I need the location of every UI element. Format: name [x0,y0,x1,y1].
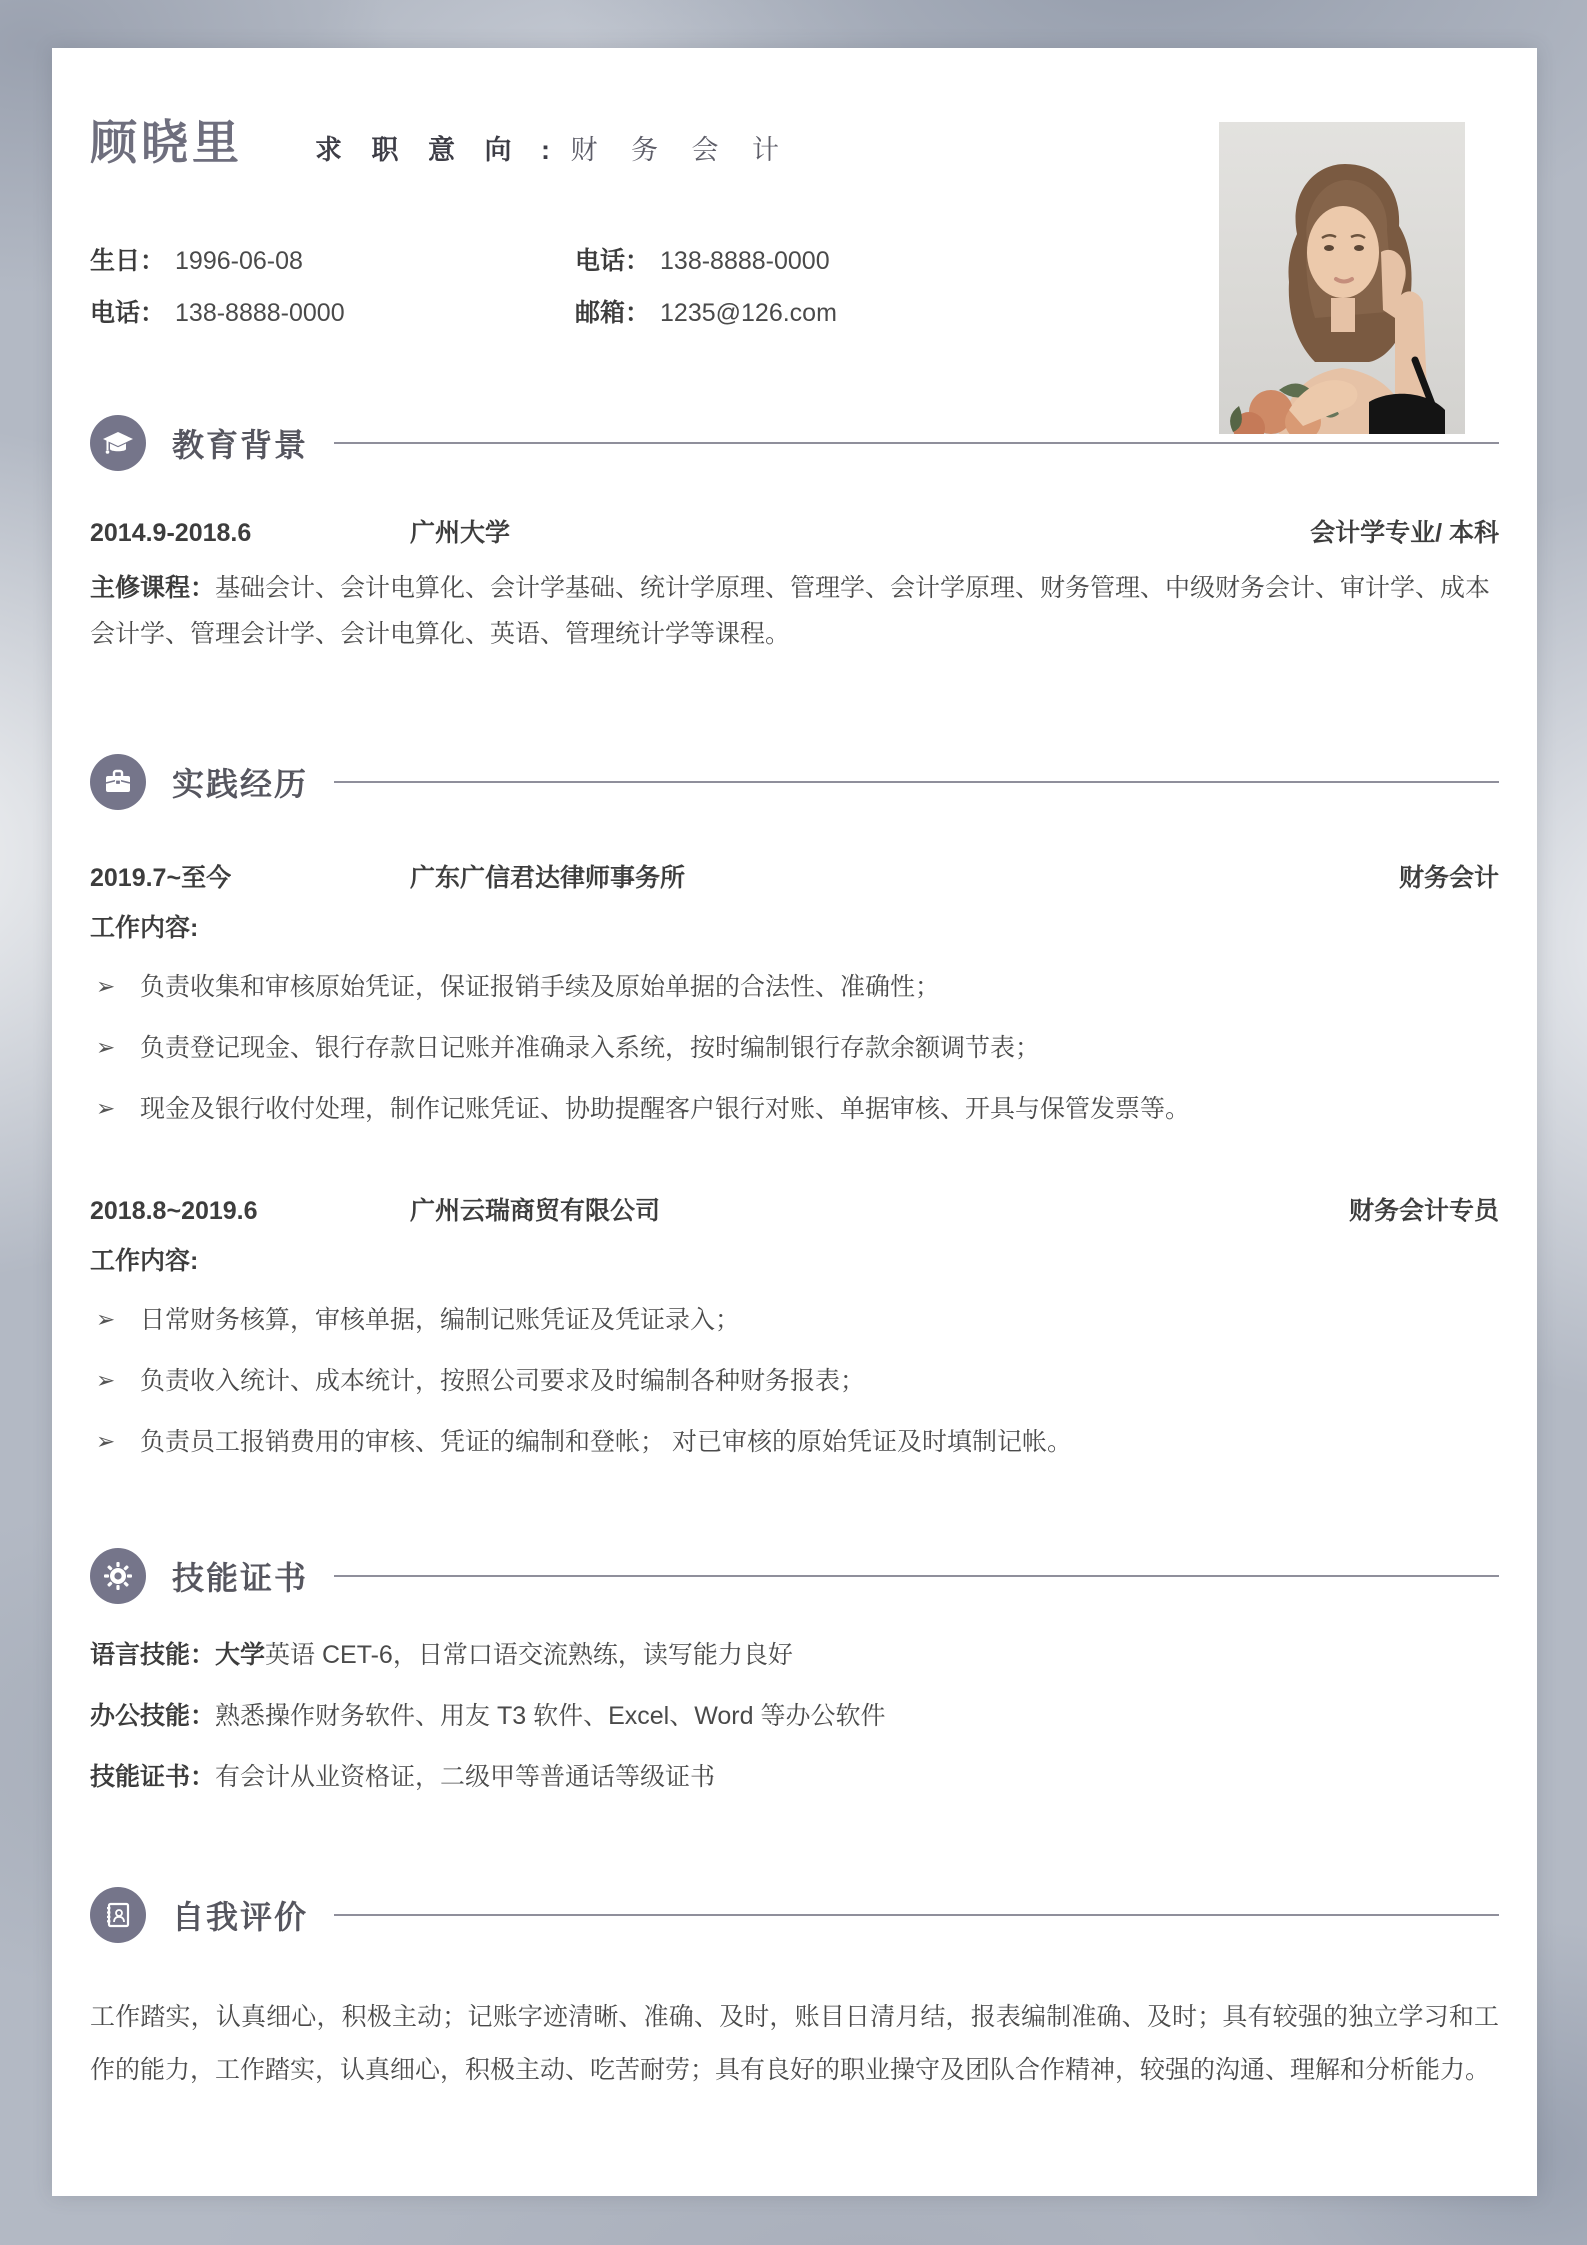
section-rule [334,781,1499,783]
job-company: 广州云瑞商贸有限公司 [410,1196,661,1225]
skill-label: 技能证书： [90,1762,216,1791]
job-intent-value: 财 务 会 计 [570,135,793,165]
candidate-name: 顾晓里 [90,116,243,169]
job-bullet [90,1031,1499,1066]
skill-text: 熟悉操作财务软件、用友 T3 软件、Excel、Word 等办公软件 [215,1701,886,1730]
education-courses [90,565,1499,658]
contact-birthday [90,241,575,277]
skill-line-certificates [90,1760,1499,1795]
job-role: 财务会计专员 [1348,1196,1499,1225]
evaluation-text: 工作踏实，认真细心，积极主动；记账字迹清晰、准确、及时，账目日清月结，报表编制准确、及时；具有较强的独立学习和工作的能力，工作踏实，认真细心，积极主动、吃苦耐劳；具有良好的职业操守及团队合作精神，较强的沟通、理解和分析能力。 [90,2002,1499,2085]
job-bullet [90,970,1499,1005]
skill-bold-prefix: 大学 [215,1640,266,1669]
arrow-bullet-icon: ➢ [96,972,116,999]
bullet-text: 日常财务核算，审核单据，编制记账凭证及凭证录入； [140,1305,741,1334]
job-bullet [90,1425,1499,1460]
skill-text: 有会计从业资格证，二级甲等普通话等级证书 [215,1762,716,1791]
education-school: 广州大学 [410,519,511,547]
portrait-illustration [1219,122,1465,434]
skill-line-language [90,1638,1499,1673]
education-period: 2014.9-2018.6 [90,519,252,547]
contact-label: 电话： [575,247,651,275]
job-bullet [90,1303,1499,1338]
section-rule [334,1914,1499,1916]
education-entry [90,513,1499,549]
job-period: 2018.8~2019.6 [90,1196,258,1225]
bullet-text: 负责收集和审核原始凭证，保证报销手续及原始单据的合法性、准确性； [140,972,941,1001]
section-evaluation-header [90,1887,1499,1943]
arrow-bullet-icon: ➢ [96,1033,116,1060]
bullet-text: 负责登记现金、银行存款日记账并准确录入系统，按时编制银行存款余额调节表； [140,1033,1041,1062]
job-period: 2019.7~至今 [90,863,232,892]
skill-text: 英语 CET-6，日常口语交流熟练，读写能力良好 [265,1640,793,1669]
job-bullet [90,1092,1499,1127]
section-title: 自我评价 [172,1898,309,1935]
education-major: 会计学专业/ 本科 [1310,519,1499,547]
resume-sheet [52,48,1537,2196]
arrow-bullet-icon: ➢ [96,1305,116,1332]
contact-label: 电话： [90,299,166,327]
contact-value: 138-8888-0000 [660,247,830,275]
arrow-bullet-icon: ➢ [96,1094,116,1121]
arrow-bullet-icon: ➢ [96,1366,116,1393]
skill-label: 语言技能： [90,1640,216,1669]
job-entry-header [90,858,1499,894]
job-intent [315,128,792,167]
job-entry-header [90,1191,1499,1227]
contact-phone-2 [90,293,575,329]
job-company: 广东广信君达律师事务所 [410,863,686,892]
job-intent-label: 求 职 意 向 : [315,135,561,165]
section-title: 实践经历 [172,765,309,802]
bullet-text: 现金及银行收付处理，制作记账凭证、协助提醒客户银行对账、单据审核、开具与保管发票等。 [140,1094,1191,1123]
bullet-text: 负责收入统计、成本统计，按照公司要求及时编制各种财务报表； [140,1366,866,1395]
section-rule [334,1575,1499,1577]
contact-phone-1 [575,241,990,277]
contact-value: 138-8888-0000 [175,299,345,327]
contact-label: 邮箱： [575,299,651,327]
candidate-photo [1219,122,1465,434]
duty-label: 工作内容: [90,913,199,942]
skills-list [90,1638,1499,1795]
job-role: 财务会计 [1398,863,1499,892]
courses-label: 主修课程： [90,574,216,602]
job-bullet [90,1364,1499,1399]
duty-label: 工作内容: [90,1246,199,1275]
section-title: 技能证书 [172,1559,309,1596]
section-skills-header [90,1548,1499,1604]
bullet-text: 负责员工报销费用的审核、凭证的编制和登帐； 对已审核的原始凭证及时填制记帐。 [140,1427,1072,1456]
arrow-bullet-icon: ➢ [96,1427,116,1454]
contact-value: 1996-06-08 [175,247,303,275]
skill-label: 办公技能： [90,1701,216,1730]
skill-line-office [90,1699,1499,1734]
briefcase-icon [90,754,146,810]
graduation-cap-icon [90,415,146,471]
contact-email [575,293,990,329]
contact-info [90,233,990,337]
notebook-icon [90,1887,146,1943]
gear-icon [90,1548,146,1604]
courses-text: 基础会计、会计电算化、会计学基础、统计学原理、管理学、会计学原理、财务管理、中级财务会计、审计学、成本会计学、管理会计学、会计电算化、英语、管理统计学等课程。 [90,574,1491,649]
contact-value: 1235@126.com [660,299,837,327]
section-title: 教育背景 [172,427,309,463]
section-experience-header [90,754,1499,810]
contact-label: 生日： [90,247,166,275]
section-rule [334,442,1499,444]
